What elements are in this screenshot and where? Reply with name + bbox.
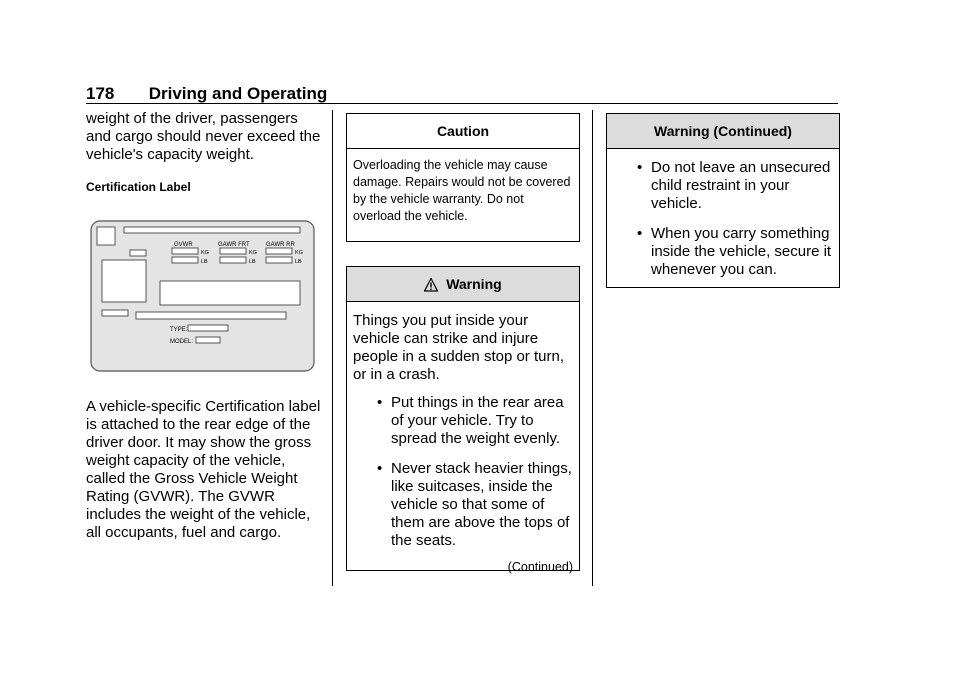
continued-note: (Continued) xyxy=(507,560,573,574)
certification-paragraph-wrap xyxy=(86,398,326,542)
bullet-text: Never stack heavier things, like suitcases, inside the vehicle so that some of them are above the tops of the seats. xyxy=(391,460,572,549)
gawr-rr-label: GAWR RR xyxy=(266,242,295,248)
certification-label-heading: Certification Label xyxy=(86,180,191,194)
gawr-frt-lb: LB xyxy=(249,259,256,265)
model-label: MODEL: xyxy=(170,339,194,345)
bullet-dot: • xyxy=(377,460,383,477)
warning-continued-bullet-1 xyxy=(613,159,833,213)
warning-continued-title: Warning (Continued) xyxy=(607,114,839,149)
bullet-text: Put things in the rear area of your vehicle. Try to spread the weight evenly. xyxy=(391,394,564,447)
warning-box xyxy=(346,266,580,574)
caution-title: Caution xyxy=(347,114,579,149)
column-divider-2 xyxy=(592,110,593,586)
warning-continued-body xyxy=(607,149,839,283)
column-1 xyxy=(86,110,322,194)
bullet-dot: • xyxy=(637,159,643,176)
section-title: Driving and Operating xyxy=(148,84,328,103)
caution-box xyxy=(346,113,580,242)
warning-continued-box xyxy=(606,113,840,288)
warning-text: Things you put inside your vehicle can strike and injure people in a sudden stop or turn, or in a crash. xyxy=(353,312,564,383)
gawr-frt-label: GAWR FRT xyxy=(218,242,250,248)
gawr-frt-kg: KG xyxy=(249,250,257,256)
bullet-dot: • xyxy=(637,225,643,242)
caution-text: Overloading the vehicle may cause damage. Repairs would not be covered by the vehicle warranty. Do not overload the vehicle. xyxy=(353,158,571,223)
certification-label-figure xyxy=(90,220,315,372)
warning-title: Warning xyxy=(446,276,502,292)
bullet-text: When you carry something inside the vehicle, secure it whenever you can. xyxy=(651,225,832,278)
intro-paragraph: weight of the driver, passengers and cargo should never exceed the vehicle's capacity weight. xyxy=(86,110,321,163)
certification-paragraph: A vehicle-specific Certification label is attached to the rear edge of the driver door. It may show the gross weight capacity of the vehicle, called the Gross Vehicle Weight Rating (GVWR). The GVWR includes the weight of the vehicle, all occupants, fuel and cargo. xyxy=(86,398,321,541)
gvwr-label: GVWR xyxy=(174,242,193,248)
warning-continued-bullet-2 xyxy=(613,225,833,279)
gvwr-lb: LB xyxy=(201,259,208,265)
warning-icon xyxy=(424,278,438,292)
bullet-dot: • xyxy=(377,394,383,411)
gvwr-kg: KG xyxy=(201,250,209,256)
page-number: 178 xyxy=(86,84,115,103)
bullet-text: Do not leave an unsecured child restraint in your vehicle. xyxy=(651,159,831,212)
header-rule xyxy=(86,103,838,104)
page-header xyxy=(86,84,327,104)
column-divider-1 xyxy=(332,110,333,586)
warning-header xyxy=(347,267,579,302)
warning-body xyxy=(347,302,579,554)
gawr-rr-lb: LB xyxy=(295,259,302,265)
warning-bullet-1 xyxy=(353,394,573,448)
type-label: TYPE: xyxy=(170,327,188,333)
warning-bullet-2 xyxy=(353,460,573,550)
gawr-rr-kg: KG xyxy=(295,250,303,256)
